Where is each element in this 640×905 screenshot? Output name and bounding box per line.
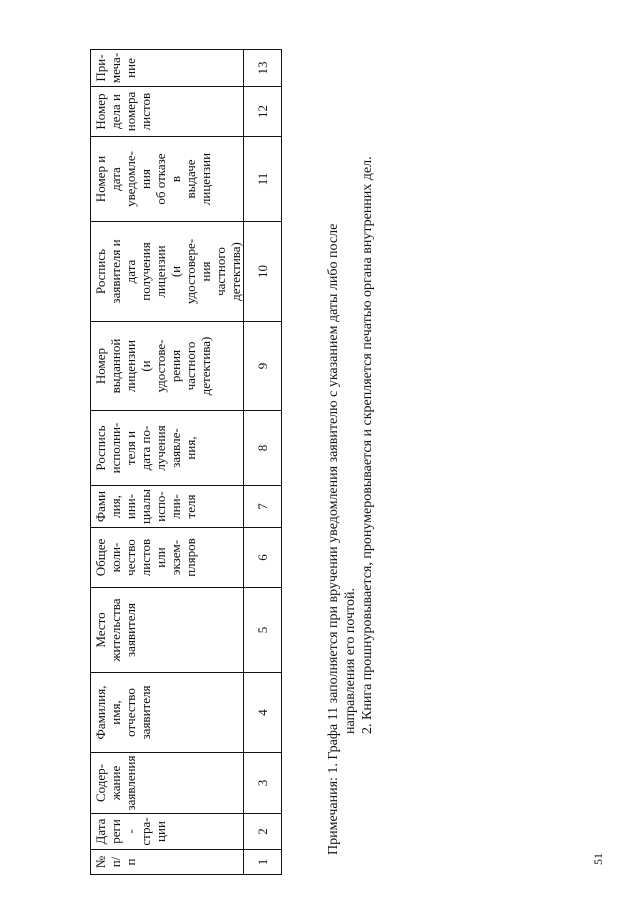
register-table — [90, 49, 282, 875]
column-number-cell: 7 — [244, 486, 282, 528]
column-number-cell: 8 — [244, 411, 282, 486]
column-number-cell: 13 — [244, 50, 282, 87]
column-number-cell: 4 — [244, 673, 282, 753]
column-number-cell: 6 — [244, 528, 282, 588]
column-number-cell: 1 — [244, 850, 282, 875]
column-number-cell: 3 — [244, 753, 282, 814]
column-number-cell: 9 — [244, 322, 282, 411]
note-1: Примечания: 1. Графа 11 заполняется при вручении уведомления заявителю с указанием даты либо после — [326, 223, 341, 855]
header-cell-application-content: Содер- жание заявления — [91, 753, 244, 814]
header-cell-refusal-notice: Номер и дата уведомле- ния об отказе в выдаче лицензии — [91, 137, 244, 222]
header-cell-sheet-count: Общее коли- чество листов или экзем- пляров — [91, 528, 244, 588]
header-cell-license-number: Номер выданной лицензии (и удостове- рения частного детектива) — [91, 322, 244, 411]
column-number-cell: 5 — [244, 588, 282, 673]
header-cell-applicant-name: Фамилия, имя, отчество заявителя — [91, 673, 244, 753]
note-1-continuation: направления его почтой. — [343, 588, 358, 734]
header-cell-registration-date: Дата реги - стра- ции — [91, 814, 244, 850]
note-2: 2. Книга прошнуровывается, пронумеровывается и скрепляется печатью органа внутренних дел. — [360, 156, 375, 734]
header-cell-case-number: Номер дела и номера листов — [91, 87, 244, 137]
header-cell-executor-signature: Роспись исполни- теля и дата по- лучения заявле- ния, — [91, 411, 244, 486]
header-cell-number: № п/ п — [91, 850, 244, 875]
column-number-row — [244, 50, 282, 875]
header-cell-applicant-signature: Роспись заявителя и дата получения лицензии (и удостовере- ния частного детектива) — [91, 222, 244, 322]
column-number-cell: 10 — [244, 222, 282, 322]
header-cell-executor-name: Фами лия, ини- циалы испо- лни- теля — [91, 486, 244, 528]
column-number-cell: 11 — [244, 137, 282, 222]
page-number: 51 — [591, 853, 605, 865]
column-number-cell: 12 — [244, 87, 282, 137]
header-cell-note: При- меча- ние — [91, 50, 244, 87]
header-cell-applicant-residence: Место жительства заявителя — [91, 588, 244, 673]
header-row — [91, 50, 244, 875]
column-number-cell: 2 — [244, 814, 282, 850]
